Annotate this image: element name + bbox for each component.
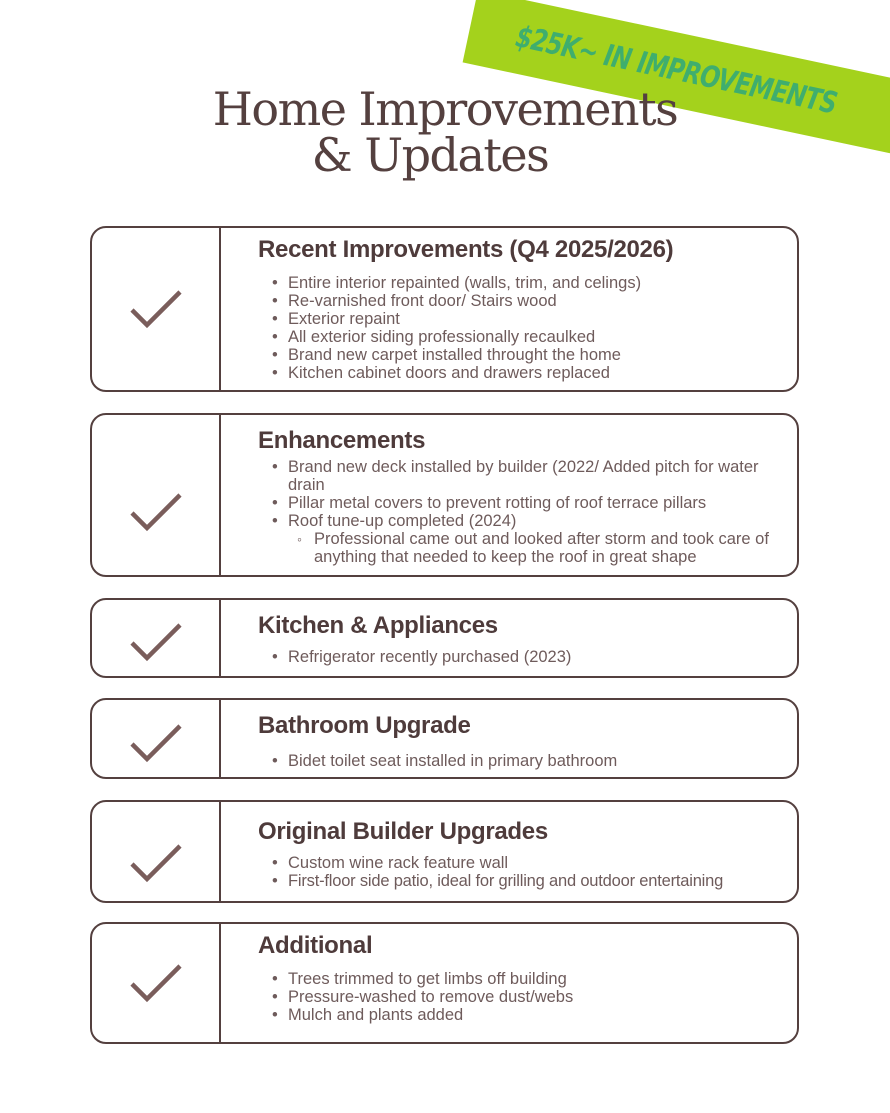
list-item: • Exterior repaint bbox=[288, 310, 791, 328]
item-list bbox=[258, 274, 791, 382]
check-cell bbox=[92, 600, 221, 676]
list-item: • Refrigerator recently purchased (2023) bbox=[288, 648, 791, 666]
section-card-original-builder-upgrades bbox=[90, 800, 799, 903]
list-item: • Kitchen cabinet doors and drawers replaced bbox=[288, 364, 791, 382]
checkmark-icon bbox=[129, 491, 183, 533]
item-list bbox=[258, 854, 791, 890]
title-line-2: & Updates bbox=[311, 128, 549, 182]
checkmark-icon bbox=[129, 621, 183, 663]
list-item: • Brand new carpet installed throught the home bbox=[288, 346, 791, 364]
section-heading: Enhancements bbox=[258, 427, 426, 454]
checkmark-icon bbox=[129, 722, 183, 764]
checkmark-icon bbox=[129, 288, 183, 330]
section-card-bathroom-upgrade bbox=[90, 698, 799, 779]
sub-list-item: ◦ Professional came out and looked after storm and took care of anything that needed to keep the roof in great shape bbox=[314, 530, 798, 566]
item-list bbox=[258, 970, 791, 1024]
list-item: • Custom wine rack feature wall bbox=[288, 854, 791, 872]
list-item: • Mulch and plants added bbox=[288, 1006, 791, 1024]
check-cell bbox=[92, 924, 221, 1042]
check-cell bbox=[92, 802, 221, 901]
section-heading: Original Builder Upgrades bbox=[258, 818, 548, 845]
list-item: • Brand new deck installed by builder (2022/ Added pitch for water drain bbox=[288, 458, 798, 494]
item-list bbox=[258, 458, 798, 566]
title-line-1: Home Improvements bbox=[212, 82, 678, 136]
section-card-enhancements bbox=[90, 413, 799, 577]
banner-text: $25K~ IN IMPROVEMENTS bbox=[512, 18, 840, 121]
section-card-additional bbox=[90, 922, 799, 1044]
list-item: • Pressure-washed to remove dust/webs bbox=[288, 988, 791, 1006]
list-item: • Entire interior repainted (walls, trim, and celings) bbox=[288, 274, 791, 292]
item-list bbox=[258, 752, 791, 770]
checkmark-icon bbox=[129, 962, 183, 1004]
section-heading: Recent Improvements (Q4 2025/2026) bbox=[258, 236, 674, 263]
list-item: • Roof tune-up completed (2024) bbox=[288, 512, 798, 530]
check-cell bbox=[92, 415, 221, 575]
list-item: • First-floor side patio, ideal for grilling and outdoor entertaining bbox=[288, 872, 791, 890]
page-title bbox=[0, 82, 890, 182]
list-item: • Pillar metal covers to prevent rotting of roof terrace pillars bbox=[288, 494, 798, 512]
check-cell bbox=[92, 700, 221, 777]
section-card-kitchen-appliances bbox=[90, 598, 799, 678]
section-heading: Additional bbox=[258, 932, 373, 959]
check-cell bbox=[92, 228, 221, 390]
list-item: • Trees trimmed to get limbs off building bbox=[288, 970, 791, 988]
section-card-recent-improvements bbox=[90, 226, 799, 392]
item-list bbox=[258, 648, 791, 666]
section-heading: Bathroom Upgrade bbox=[258, 712, 471, 739]
list-item: • All exterior siding professionally recaulked bbox=[288, 328, 791, 346]
list-item: • Bidet toilet seat installed in primary bathroom bbox=[288, 752, 791, 770]
checkmark-icon bbox=[129, 842, 183, 884]
list-item: • Re-varnished front door/ Stairs wood bbox=[288, 292, 791, 310]
section-heading: Kitchen & Appliances bbox=[258, 612, 498, 639]
